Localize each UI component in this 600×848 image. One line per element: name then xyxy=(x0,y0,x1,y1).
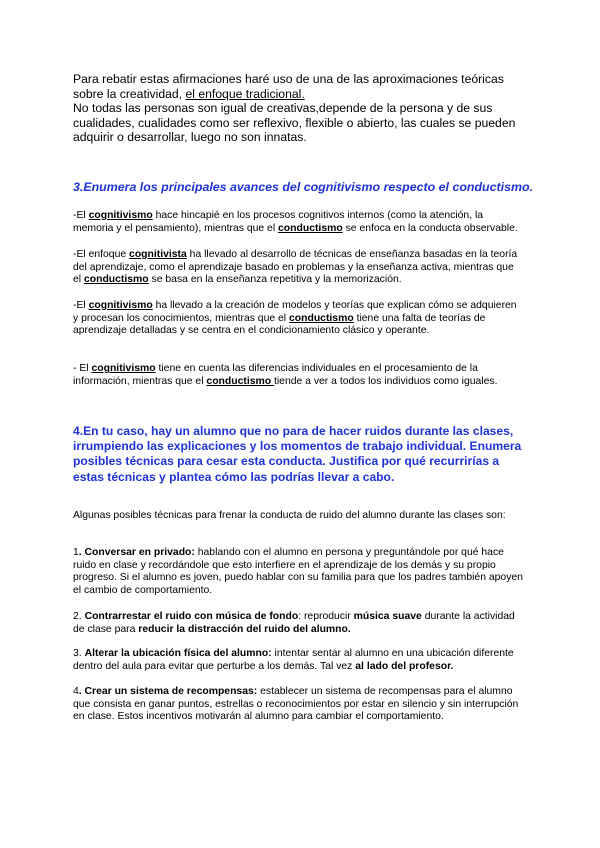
q4-technique-4: 4. Crear un sistema de recompensas: establecer un sistema de recompensas para el alumno que consista en ganar puntos, estrellas o reconocimientos por estar en silencio y sin interrupción en clase. Estos incentivos motivarán al alumno para cambiar el comportamiento. xyxy=(73,686,519,723)
q3-bullet-2: -El enfoque cognitivista ha llevado al desarrollo de técnicas de enseñanza basadas en la teoría del aprendizaje, como el aprendizaje basado en problemas y la enseñanza activa, mientras que el conductismo se basa en la enseñanza repetitiva y la memorización. xyxy=(73,249,518,286)
q4-technique-3: 3. Alterar la ubicación física del alumno: intentar sentar al alumno en una ubicación diferente dentro del aula para evitar que perturbe a los demás. Tal vez al lado del profesor. xyxy=(73,648,514,672)
question-4-heading: 4.En tu caso, hay un alumno que no para de hacer ruidos durante las clases, irrumpiendo las explicaciones y los momentos de trabajo individual. Enumera posibles técnicas para cesar esta conducta. Justifica por qué recurrirías a estas técnicas y plantea cómo las podrías llevar a cabo. xyxy=(73,424,522,484)
intro-text: Para rebatir estas afirmaciones haré uso de una de las aproximaciones teóricas sobre la creatividad, xyxy=(73,72,504,101)
q3-bullet-1: -El cognitivismo hace hincapié en los procesos cognitivos internos (como la atención, la memoria y el pensamiento), mientras que el conductismo se enfoca en la conducta observable. xyxy=(73,210,518,234)
intro-underlined: el enfoque tradicional. xyxy=(185,86,305,101)
q3-bullet-3: -El cognitivismo ha llevado a la creación de modelos y teorías que explican cómo se adquieren y procesan los conocimientos, mientras que el conductismo tiene una falta de teorías de aprendizaje detalladas y se centra en el condicionamiento clásico y operante. xyxy=(73,300,517,337)
intro-paragraph xyxy=(73,72,528,101)
q4-technique-1: 1. Conversar en privado: hablando con el alumno en persona y preguntándole por qué hace ruido en clase y recordándole que esto interfiere en el aprendizaje de los demás y su propio progreso. Si el alumno es joven, puedo hablar con su familia para que los padres también apoyen el cambio de comportamiento. xyxy=(73,547,523,596)
q4-intro: Algunas posibles técnicas para frenar la conducta de ruido del alumno durante las clases son: xyxy=(73,510,506,521)
intro-paragraph-2: No todas las personas son igual de creativas,depende de la persona y de sus cualidades, cualidades como ser reflexivo, flexible o abierto, las cuales se pueden adquirir o desarrollar, luego no son innatas. xyxy=(73,101,516,145)
q3-bullet-4: - El cognitivismo tiene en cuenta las diferencias individuales en el procesamiento de la información, mientras que el conductismo tiende a ver a todos los individuos como iguales. xyxy=(73,363,498,387)
question-3-heading: 3.Enumera los principales avances del cognitivismo respecto el conductismo. xyxy=(73,180,533,194)
q4-technique-2: 2. Contrarrestar el ruido con música de fondo: reproducir música suave durante la actividad de clase para reducir la distracción del ruido del alumno. xyxy=(73,611,515,635)
intro-block xyxy=(73,72,528,145)
